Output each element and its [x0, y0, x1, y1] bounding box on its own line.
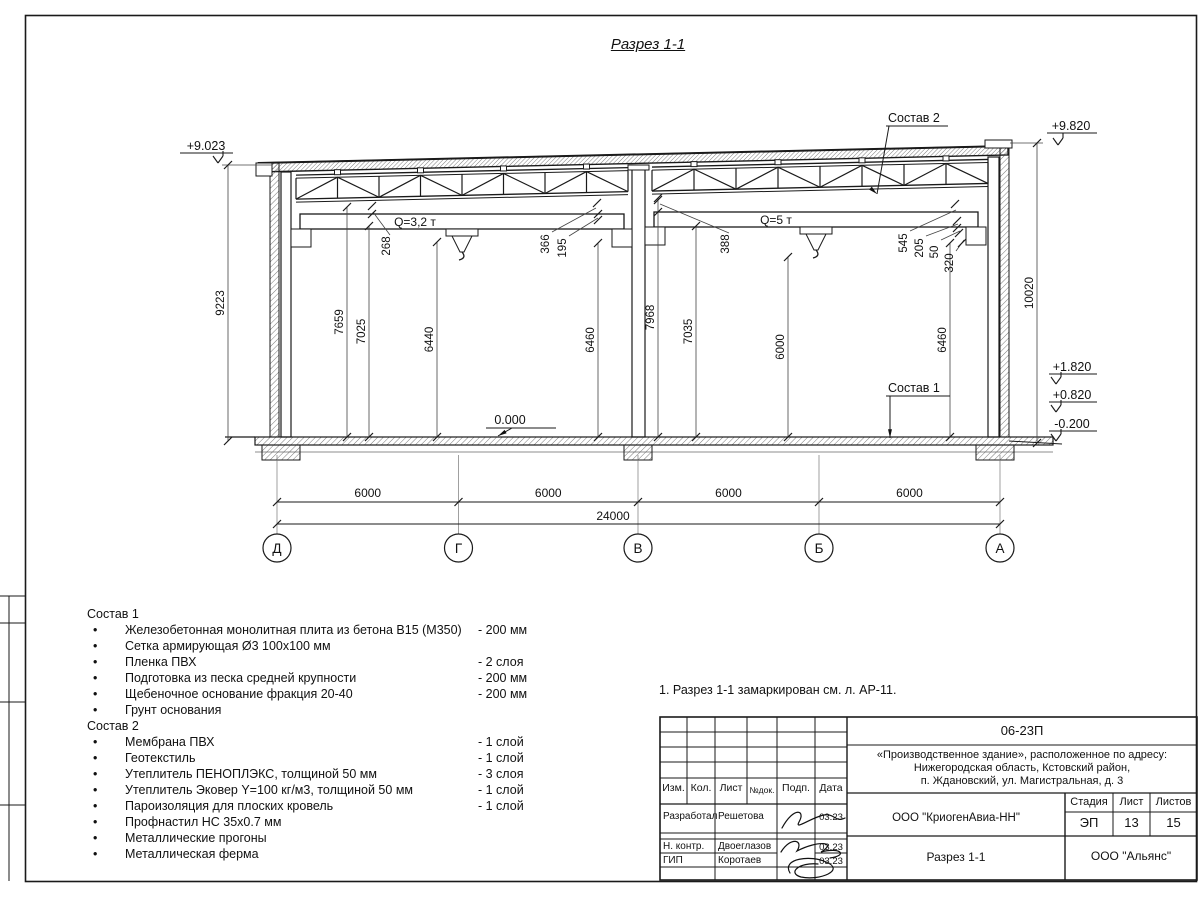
row2-role: Н. контр. [663, 841, 705, 852]
crane-beam-right [654, 212, 978, 227]
vertical-dimension [683, 222, 700, 441]
hoist-hook [813, 250, 818, 258]
row2-date: 03.23 [819, 842, 843, 853]
truss-diagonal [296, 177, 338, 199]
dim-label: 9223 [215, 290, 227, 316]
bullet-icon: • [93, 703, 98, 717]
layer-name: Утеплитель ПЕНОПЛЭКС, толщиной 50 мм [125, 767, 377, 781]
layer-name: Железобетонная монолитная плита из бетона В15 (М350) [125, 623, 462, 637]
bullet-icon: • [93, 767, 98, 781]
level-mark [1056, 405, 1061, 412]
column-corbel [966, 227, 986, 245]
hoist-hook [459, 252, 464, 260]
composition-item [87, 766, 647, 782]
purlin [584, 164, 590, 169]
truss-diagonal [778, 167, 820, 187]
drawing-name: Разрез 1-1 [926, 850, 986, 864]
axis-label: А [995, 541, 1005, 556]
elevation-label: -0.200 [1054, 417, 1090, 431]
bullet-icon: • [93, 655, 98, 669]
crane-capacity-label: Q=3,2 т [394, 215, 436, 229]
col-ndok: №док. [749, 785, 775, 795]
column-corbel [645, 227, 665, 245]
layer-name: Металлические прогоны [125, 831, 267, 845]
col-podp: Подп. [782, 782, 810, 794]
dim-tick [593, 199, 601, 207]
layer-thickness: - 3 слоя [478, 767, 524, 781]
row3-date: 03.23 [819, 856, 843, 867]
truss-diagonal [587, 172, 629, 192]
crane-beam-left [300, 214, 624, 229]
dim-label: 6460 [585, 327, 597, 353]
leader-line [877, 126, 889, 194]
composition-title: Состав 1 [87, 607, 139, 621]
crane-hoist [446, 229, 478, 260]
layer-name: Металлическая ферма [125, 847, 259, 861]
sheet-label: Лист [1119, 796, 1144, 808]
composition-item [87, 654, 647, 670]
hoist-body [806, 234, 826, 250]
layer-thickness: - 200 мм [478, 671, 528, 685]
row1-role: Разработал [663, 811, 718, 822]
crane-capacity-label: Q=5 т [760, 213, 792, 227]
composition-item [87, 830, 647, 846]
purlin [418, 168, 424, 173]
layer-name: Сетка армирующая Ø3 100х100 мм [125, 639, 331, 653]
layer-label: Состав 2 [888, 111, 940, 125]
composition-item [87, 670, 647, 686]
elevation-label: +9.023 [186, 139, 226, 153]
stage-label: Стадия [1070, 796, 1108, 808]
right-wall-panel [1000, 147, 1009, 437]
column-corbel [612, 229, 632, 247]
composition-item [87, 782, 647, 798]
level-mark [1056, 434, 1061, 441]
purlin [335, 170, 341, 175]
bullet-icon: • [93, 847, 98, 861]
row2-name: Двоеглазов [718, 841, 772, 852]
composition-item [87, 622, 647, 638]
axis-label: В [633, 541, 643, 556]
vertical-dimension [215, 161, 272, 445]
axis [263, 455, 291, 562]
left-column [281, 172, 291, 437]
level-mark [1053, 138, 1058, 145]
vertical-dimension [424, 238, 441, 441]
dim-label: 268 [381, 236, 393, 256]
sheets-label: Листов [1155, 796, 1192, 808]
project-address-line1: «Производственное здание», расположенное по адресу: [876, 749, 1168, 761]
project-address-line3: п. Ждановский, ул. Магистральная, д. 3 [920, 775, 1124, 787]
composition-item [87, 814, 647, 830]
drawing-note: 1. Разрез 1-1 замаркирован см. л. АР-11. [659, 683, 897, 697]
layer-reference [886, 381, 950, 438]
truss-diagonal [338, 177, 380, 197]
elevation-label: +1.820 [1052, 360, 1092, 374]
composition-item [87, 702, 647, 718]
layer-thickness: - 200 мм [478, 687, 528, 701]
level-mark [1058, 138, 1063, 145]
doc-number: 06-23П [1000, 723, 1044, 738]
stage-value: ЭП [1079, 815, 1099, 830]
layer-thickness: - 2 слоя [478, 655, 524, 669]
truss-diagonal [652, 169, 694, 191]
composition-item [87, 846, 647, 862]
truss-diagonal [946, 163, 988, 183]
composition-lists [87, 606, 647, 862]
elevation-mark [1049, 360, 1097, 384]
project-address-line2: Нижегородская область, Кстовский район, [913, 762, 1131, 774]
level-mark [213, 156, 218, 163]
dim-label: 10020 [1024, 277, 1036, 309]
level-mark [218, 156, 223, 163]
axis [445, 455, 473, 562]
dim-label: 50 [929, 245, 941, 259]
total-dimension [273, 509, 1004, 528]
level-mark [1056, 377, 1061, 384]
elevation-mark [1049, 388, 1097, 412]
dim-label: 195 [557, 238, 569, 258]
middle-column [632, 168, 645, 437]
hoist-plate [446, 229, 478, 236]
composition-item [87, 686, 647, 702]
dim-tick [951, 200, 959, 208]
dim-label: 366 [540, 234, 552, 254]
bullet-icon: • [93, 751, 98, 765]
bullet-icon: • [93, 671, 98, 685]
layer-name: Пленка ПВХ [125, 655, 197, 669]
axis-label: Г [454, 541, 463, 556]
truss-diagonal [736, 167, 778, 189]
layer-thickness: - 1 слой [478, 783, 524, 797]
span-dim-label: 6000 [534, 486, 562, 500]
span-dim-label: 6000 [715, 486, 742, 500]
hoist-plate [800, 227, 832, 234]
layer-label: Состав 1 [888, 381, 940, 395]
layer-thickness: - 200 мм [478, 623, 528, 637]
axis-label: Б [814, 541, 824, 556]
row1-date: 03.23 [819, 812, 843, 823]
sheet-value: 13 [1124, 815, 1139, 830]
foundation-block [262, 445, 300, 460]
layer-name: Щебеночное основание фракция 20-40 [125, 687, 353, 701]
col-izm: Изм. [662, 782, 685, 794]
truss-diagonal [820, 165, 862, 187]
vertical-dimension [775, 253, 792, 441]
axis [805, 455, 833, 562]
truss-diagonal [694, 169, 736, 189]
truss-diagonal [504, 173, 546, 193]
elevation-label: +0.820 [1052, 388, 1092, 402]
bullet-icon: • [93, 639, 98, 653]
dim-label: 388 [720, 234, 732, 254]
elevation-mark [1047, 119, 1097, 145]
row3-role: ГИП [663, 855, 683, 866]
dim-label: 6460 [937, 327, 949, 353]
left-wall-panel [270, 163, 279, 437]
span-dim-label: 6000 [354, 486, 382, 500]
arrowhead [498, 430, 507, 436]
composition-item [87, 798, 647, 814]
truss-diagonal [545, 172, 587, 194]
arrowhead [869, 187, 877, 194]
layer-name: Подготовка из песка средней крупности [125, 671, 357, 685]
elevation-mark [1049, 417, 1097, 441]
vertical-dimension [1010, 139, 1043, 447]
composition-item [87, 734, 647, 750]
bullet-icon: • [93, 831, 98, 845]
sheets-value: 15 [1166, 815, 1181, 830]
vertical-dimension [334, 203, 351, 441]
bullet-icon: • [93, 815, 98, 829]
vertical-dimension [585, 239, 602, 441]
layer-name: Пароизоляция для плоских кровель [125, 799, 334, 813]
purlin [775, 160, 781, 165]
dim-label: 6000 [775, 334, 787, 360]
purlin [943, 156, 949, 161]
building-structure [225, 140, 1062, 460]
middle-column-cap [628, 165, 649, 170]
axis-label: Д [272, 541, 282, 556]
span-dimension-chain [273, 486, 1004, 506]
row1-name: Решетова [718, 811, 764, 822]
section-title: Разрез 1-1 [610, 36, 686, 53]
dim-label: 320 [944, 253, 956, 273]
composition-title: Состав 2 [87, 719, 139, 733]
dim-label: 7659 [334, 309, 346, 335]
layer-name: Геотекстиль [125, 751, 196, 765]
dim-label: 205 [914, 238, 926, 258]
organization: ООО "КриогенАвиа-НН" [892, 812, 1020, 824]
layer-thickness: - 1 слой [478, 735, 524, 749]
layer-thickness: - 1 слой [478, 751, 524, 765]
truss-diagonal [462, 173, 504, 195]
hoist-body [452, 236, 472, 252]
span-dim-label: 6000 [896, 486, 923, 500]
bullet-icon: • [93, 799, 98, 813]
contractor: ООО "Альянс" [1090, 849, 1172, 863]
bullet-icon: • [93, 783, 98, 797]
purlin [691, 162, 697, 167]
dim-tick [958, 239, 966, 247]
level-mark [1051, 405, 1056, 412]
right-column [988, 157, 999, 437]
detail-dimension [944, 239, 966, 273]
axis [986, 455, 1014, 562]
column-corbel [291, 229, 311, 247]
purlin [859, 158, 865, 163]
col-data: Дата [819, 782, 843, 794]
truss-diagonal [904, 163, 946, 185]
dim-label: 7025 [356, 318, 368, 345]
dim-label: 7035 [683, 318, 695, 345]
row3-name: Коротаев [718, 855, 762, 866]
level-mark [1051, 377, 1056, 384]
elevation-label: 0.000 [494, 413, 526, 427]
foundation-block [976, 445, 1014, 460]
layer-thickness: - 1 слой [478, 799, 524, 813]
bullet-icon: • [93, 623, 98, 637]
elevation-mark [180, 139, 233, 163]
total-dim-label: 24000 [596, 509, 630, 523]
purlin [501, 166, 507, 171]
truss-diagonal [379, 175, 421, 197]
elevation-label: +9.820 [1051, 119, 1091, 133]
col-kol: Кол. [690, 782, 712, 794]
vertical-dimension [356, 222, 373, 441]
right-parapet-cap [985, 140, 1012, 148]
bullet-icon: • [93, 687, 98, 701]
dim-label: 545 [898, 233, 910, 253]
bullet-icon: • [93, 735, 98, 749]
truss-diagonal [862, 165, 904, 185]
layer-name: Мембрана ПВХ [125, 735, 215, 749]
dim-label: 6440 [424, 326, 436, 353]
elevation-mark [486, 413, 556, 436]
layer-name: Утеплитель Эковер Y=100 кг/м3, толщиной 50 мм [125, 783, 414, 797]
composition-item [87, 638, 647, 654]
layer-name: Профнастил НС 35х0.7 мм [125, 815, 282, 829]
crane-hoist [800, 227, 832, 258]
col-list: Лист [719, 782, 743, 794]
composition-item [87, 750, 647, 766]
dim-tick [368, 202, 376, 210]
layer-name: Грунт основания [125, 703, 222, 717]
dim-label: 7968 [645, 304, 657, 331]
truss-diagonal [421, 175, 463, 195]
